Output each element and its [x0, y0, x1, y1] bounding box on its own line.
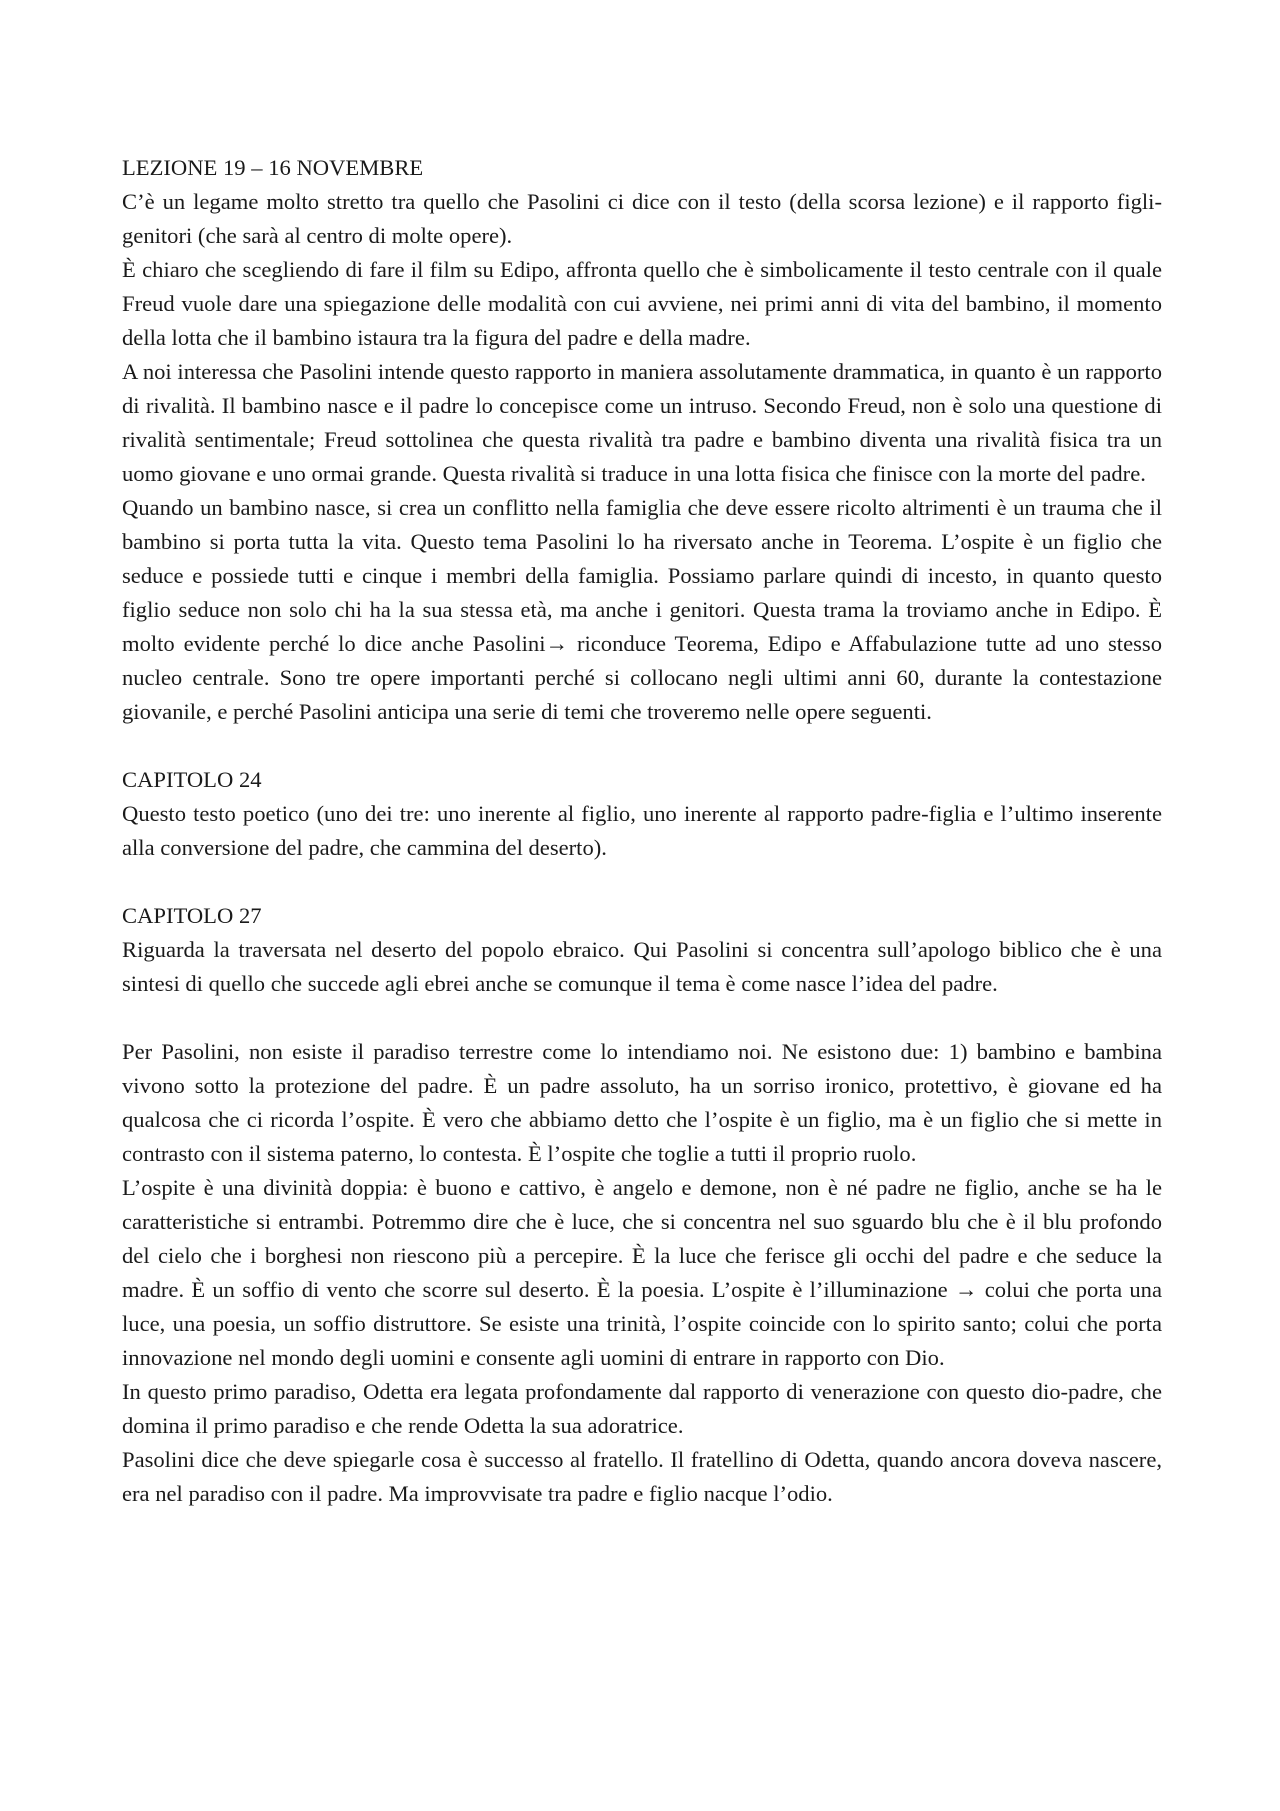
chapter-27-paragraph: Riguarda la traversata nel deserto del popolo ebraico. Qui Pasolini si concentra sull’apologo biblico che è una sintesi di quello che succede agli ebrei anche se comunque il tema è come nasce l’idea del padre.	[122, 937, 1162, 996]
intro-paragraph-1: C’è un legame molto stretto tra quello che Pasolini ci dice con il testo (della scorsa lezione) e il rapporto figli-genitori (che sarà al centro di molte opere).	[122, 189, 1162, 248]
intro-paragraph-3: A noi interessa che Pasolini intende questo rapporto in maniera assolutamente drammatica, in quanto è un rapporto di rivalità. Il bambino nasce e il padre lo concepisce come un intruso. Secondo Freud, non è solo una questione di rivalità sentimentale; Freud sottolinea che questa rivalità tra padre e bambino diventa una rivalità fisica tra un uomo giovane e uno ormai grande. Questa rivalità si traduce in una lotta fisica che finisce con la morte del padre.	[122, 359, 1162, 486]
spacer	[122, 865, 1162, 899]
document-body	[122, 151, 1162, 1511]
intro-paragraph-2: È chiaro che scegliendo di fare il film su Edipo, affronta quello che è simbolicamente il testo centrale con il quale Freud vuole dare una spiegazione delle modalità con cui avviene, nei primi anni di vita del bambino, il momento della lotta che il bambino istaura tra la figura del padre e della madre.	[122, 257, 1162, 350]
closing-paragraph-2: L’ospite è una divinità doppia: è buono e cattivo, è angelo e demone, non è né padre ne figlio, anche se ha le caratteristiche si entrambi. Potremmo dire che è luce, che si concentra nel suo sguardo blu che è il blu profondo del cielo che i borghesi non riescono più a percepire. È la luce che ferisce gli occhi del padre e che seduce la madre. È un soffio di vento che scorre sul deserto. È la poesia. L’ospite è l’illuminazione → colui che porta una luce, una poesia, un soffio distruttore. Se esiste una trinità, l’ospite coincide con lo spirito santo; colui che porta innovazione nel mondo degli uomini e consente agli uomini di entrare in rapporto con Dio.	[122, 1175, 1162, 1370]
spacer	[122, 729, 1162, 763]
intro-paragraph-4: Quando un bambino nasce, si crea un conflitto nella famiglia che deve essere ricolto altrimenti è un trauma che il bambino si porta tutta la vita. Questo tema Pasolini lo ha riversato anche in Teorema. L’ospite è un figlio che seduce e possiede tutti e cinque i membri della famiglia. Possiamo parlare quindi di incesto, in quanto questo figlio seduce non solo chi ha la sua stessa età, ma anche i genitori. Questa trama la troviamo anche in Edipo. È molto evidente perché lo dice anche Pasolini→ riconduce Teorema, Edipo e Affabulazione tutte ad uno stesso nucleo centrale. Sono tre opere importanti perché si collocano negli ultimi anni 60, durante la contestazione giovanile, e perché Pasolini anticipa una serie di temi che troveremo nelle opere seguenti.	[122, 495, 1162, 724]
lesson-heading: LEZIONE 19 – 16 NOVEMBRE	[122, 155, 424, 180]
spacer	[122, 1001, 1162, 1035]
closing-paragraph-4: Pasolini dice che deve spiegarle cosa è successo al fratello. Il fratellino di Odetta, quando ancora doveva nascere, era nel paradiso con il padre. Ma improvvisate tra padre e figlio nacque l’odio.	[122, 1447, 1162, 1506]
chapter-27-heading: CAPITOLO 27	[122, 903, 262, 928]
chapter-24-paragraph: Questo testo poetico (uno dei tre: uno inerente al figlio, uno inerente al rapporto padre-figlia e l’ultimo inserente alla conversione del padre, che cammina del deserto).	[122, 801, 1162, 860]
closing-paragraph-1: Per Pasolini, non esiste il paradiso terrestre come lo intendiamo noi. Ne esistono due: 1) bambino e bambina vivono sotto la protezione del padre. È un padre assoluto, ha un sorriso ironico, protettivo, è giovane ed ha qualcosa che ci ricorda l’ospite. È vero che abbiamo detto che l’ospite è un figlio, ma è un figlio che si mette in contrasto con il sistema paterno, lo contesta. È l’ospite che toglie a tutti il proprio ruolo.	[122, 1039, 1162, 1166]
closing-paragraph-3: In questo primo paradiso, Odetta era legata profondamente dal rapporto di venerazione con questo dio-padre, che domina il primo paradiso e che rende Odetta la sua adoratrice.	[122, 1379, 1162, 1438]
chapter-24-heading: CAPITOLO 24	[122, 767, 262, 792]
